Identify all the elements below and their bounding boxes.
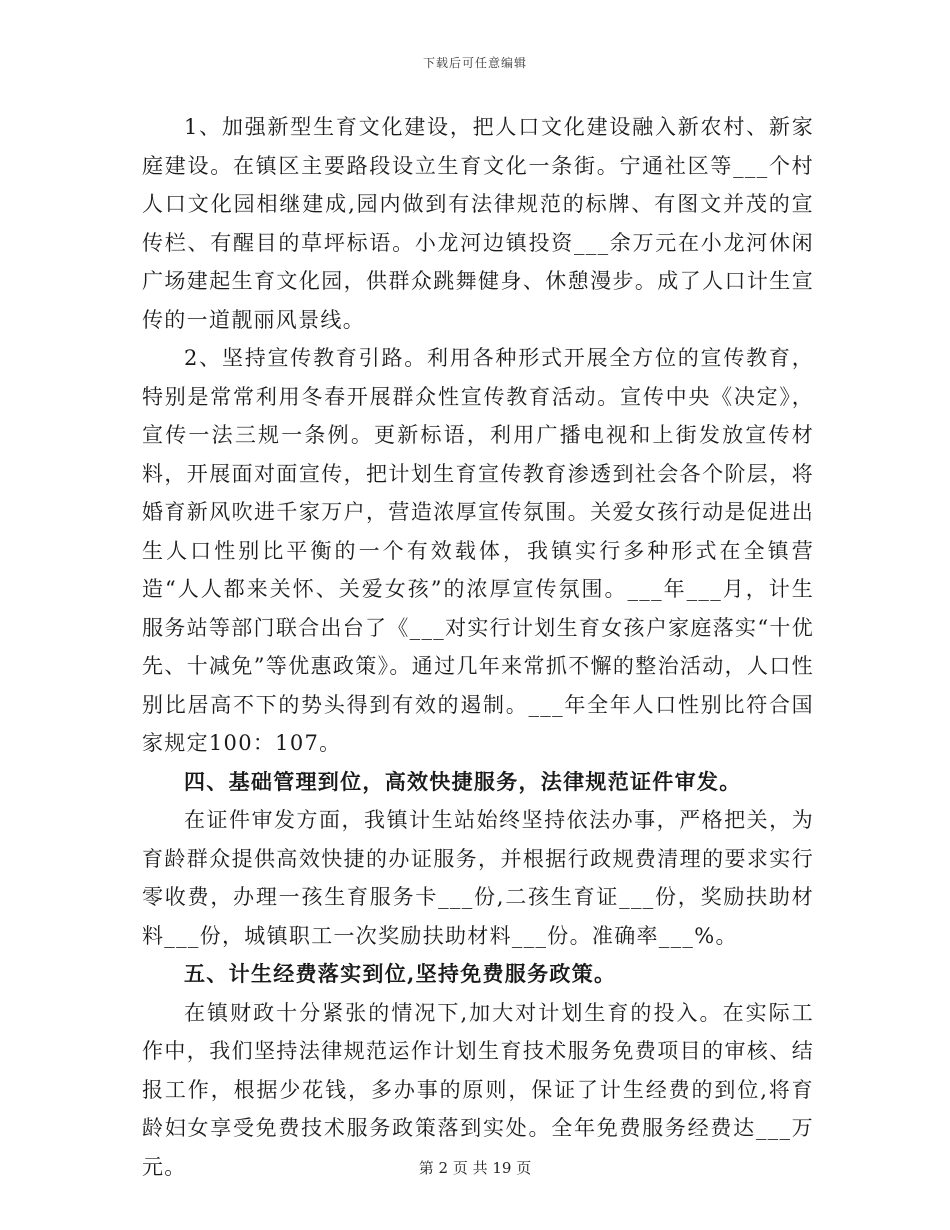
page-number: 第 2 页 共 19 页 xyxy=(418,1159,532,1177)
paragraph-certificate-issuance: 在证件审发方面，我镇计生站始终坚持依法办事，严格把关，为育龄群众提供高效快捷的办证服务，并根据行政规费清理的要求实行零收费，办理一孩生育服务卡___份,二孩生育证___份，奖励扶助材料___份，城镇职工一次奖励扶助材料___份。准确率___%。 xyxy=(142,808,814,948)
section-heading-5: 五、计生经费落实到位,坚持免费服务政策。 xyxy=(184,961,617,986)
paragraph-funding: 在镇财政十分紧张的情况下,加大对计划生育的投入。在实际工作中，我们坚持法律规范运作计划生育技术服务免费项目的审核、结报工作，根据少花钱，多办事的原则，保证了计生经费的到位,将育龄妇女享受免费技术服务政策落到实处。全年免费服务经费达___万元。 xyxy=(142,1000,814,1179)
section-heading-4: 四、基础管理到位，高效快捷服务，法律规范证件审发。 xyxy=(184,768,742,794)
paragraph-publicity-education: 2、坚持宣传教育引路。利用各种形式开展全方位的宣传教育，特别是常常利用冬春开展群众性宣传教育活动。宣传中央《决定》，宣传一法三规一条例。更新标语，利用广播电视和上街发放宣传材料，开展面对面宣传，把计划生育宣传教育渗透到社会各个阶层，将婚育新风吹进千家万户，营造浓厚宣传氛围。关爱女孩行动是促进出生人口性别比平衡的一个有效载体，我镇实行多种形式在全镇营造“人人都来关怀、关爱女孩”的浓厚宣传氛围。___年___月，计生服务站等部门联合出台了《___对实行计划生育女孩户家庭落实“十优先、十减免”等优惠政策》。通过几年来常抓不懈的整治活动，人口性别比居高不下的势头得到有效的遏制。___年全年人口性别比符合国家规定100：107。 xyxy=(142,346,814,755)
paragraph-culture-construction: 1、加强新型生育文化建设，把人口文化建设融入新农村、新家庭建设。在镇区主要路段设立生育文化一条街。宁通社区等___个村人口文化园相继建成,园内做到有法律规范的标牌、有图文并茂的宣传栏、有醒目的草坪标语。小龙河边镇投资___余万元在小龙河休闲广场建起生育文化园，供群众跳舞健身、休憩漫步。成了人口计生宣传的一道靓丽风景线。 xyxy=(142,115,814,332)
document-body xyxy=(142,108,814,1186)
page-header: 下载后可任意编辑 xyxy=(422,56,527,70)
